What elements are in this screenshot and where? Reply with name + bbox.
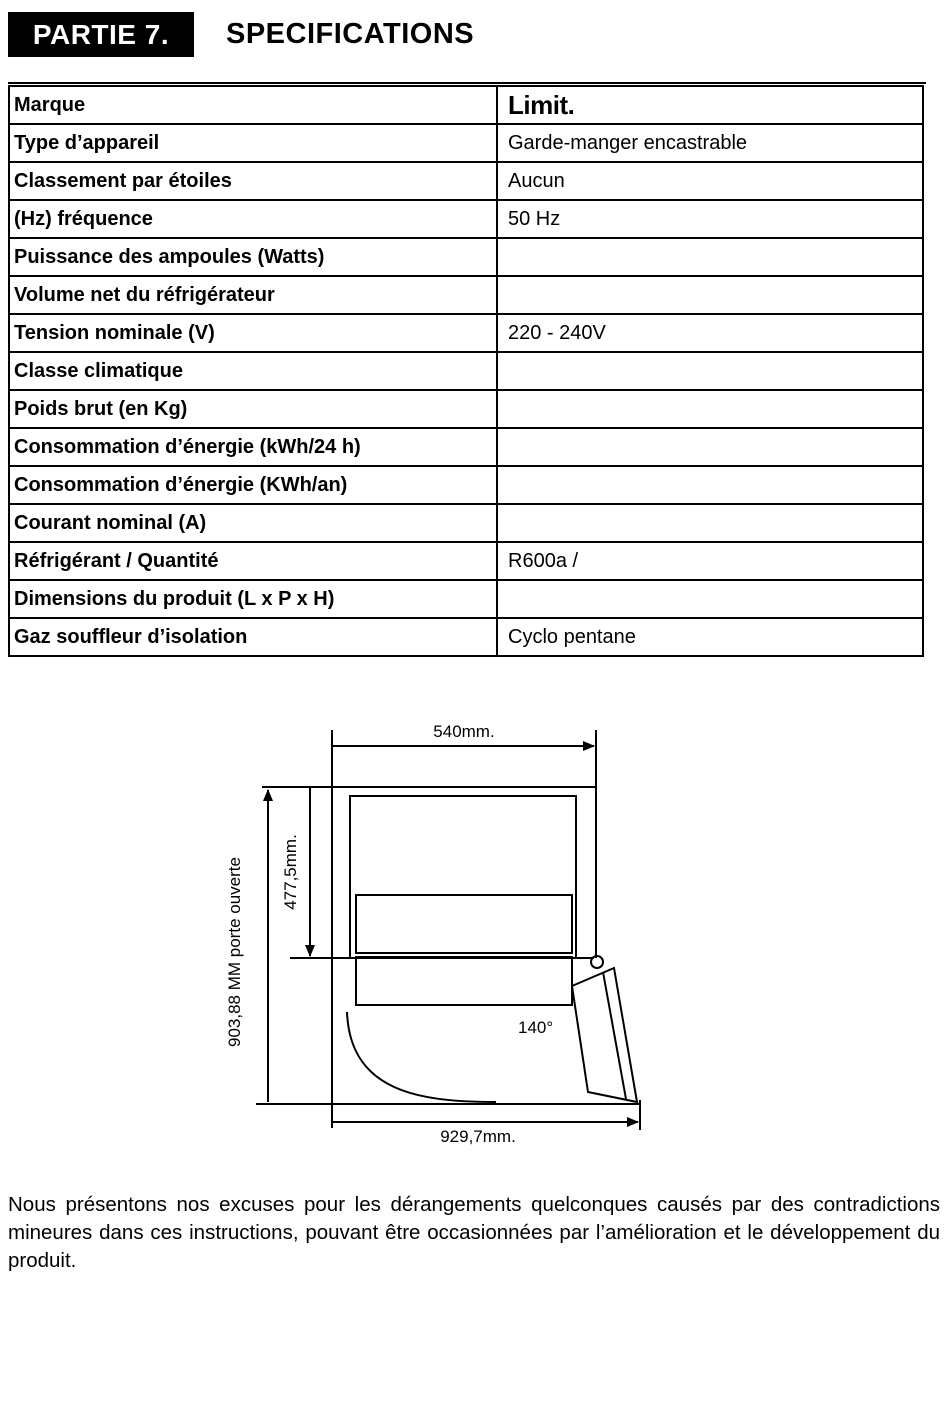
table-row [9,162,923,200]
spec-label: Gaz souffleur d’isolation [9,618,497,656]
table-row [9,276,923,314]
table-row [9,124,923,162]
spec-value [497,504,923,542]
spec-label: Dimensions du produit (L x P x H) [9,580,497,618]
spec-value: 220 - 240V [497,314,923,352]
drawer [356,957,572,1005]
dimension-diagram [0,700,950,1150]
spec-value [497,276,923,314]
table-row [9,618,923,656]
spec-value: R600a / [497,542,923,580]
divider [8,82,926,84]
width-label: 540mm. [433,722,495,741]
angle-label: 140° [518,1018,554,1037]
spec-label: Volume net du réfrigérateur [9,276,497,314]
table-row [9,504,923,542]
section-title: SPECIFICATIONS [226,18,475,50]
open-width-label: 929,7mm. [440,1127,516,1146]
part-label: PARTIE 7. [8,12,194,57]
spec-value [497,352,923,390]
spec-label: Puissance des ampoules (Watts) [9,238,497,276]
brand-logo: Limit. [508,89,575,120]
table-row [9,238,923,276]
table-row [9,86,923,124]
table-row [9,200,923,238]
table-row [9,352,923,390]
spec-value: Garde-manger encastrable [497,124,923,162]
spec-label: Classement par étoiles [9,162,497,200]
table-row [9,580,923,618]
table-row [9,390,923,428]
specifications-table [8,85,924,657]
spec-value: 50 Hz [497,200,923,238]
spec-label: (Hz) fréquence [9,200,497,238]
disclaimer-text: Nous présentons nos excuses pour les dérangements quelconques causés par des contradictions mineures dans ces instructions, pouvant être occasionnées par l’amélioration et le développement du produit. [8,1192,940,1272]
spec-value [497,466,923,504]
table-row [9,542,923,580]
spec-value [497,238,923,276]
spec-label: Poids brut (en Kg) [9,390,497,428]
spec-value [497,428,923,466]
door-edge [603,972,626,1099]
spec-value: Aucun [497,162,923,200]
spec-value: Cyclo pentane [497,618,923,656]
spec-label: Marque [9,86,497,124]
spec-label: Courant nominal (A) [9,504,497,542]
spec-value [497,580,923,618]
depth-label: 477,5mm. [281,834,300,910]
table-row [9,466,923,504]
open-door [572,968,637,1102]
table-row [9,314,923,352]
spec-value [497,390,923,428]
open-depth-label: 903,88 MM porte ouverte [225,857,244,1047]
spec-label: Tension nominale (V) [9,314,497,352]
door-swing-arc [347,1012,496,1102]
spec-label: Consommation d’énergie (kWh/24 h) [9,428,497,466]
spec-label: Classe climatique [9,352,497,390]
spec-label: Type d’appareil [9,124,497,162]
table-row [9,428,923,466]
spec-label: Réfrigérant / Quantité [9,542,497,580]
drawer [356,895,572,953]
spec-label: Consommation d’énergie (KWh/an) [9,466,497,504]
cabinet-inner [350,796,576,958]
brand-logo-cell [497,86,923,124]
